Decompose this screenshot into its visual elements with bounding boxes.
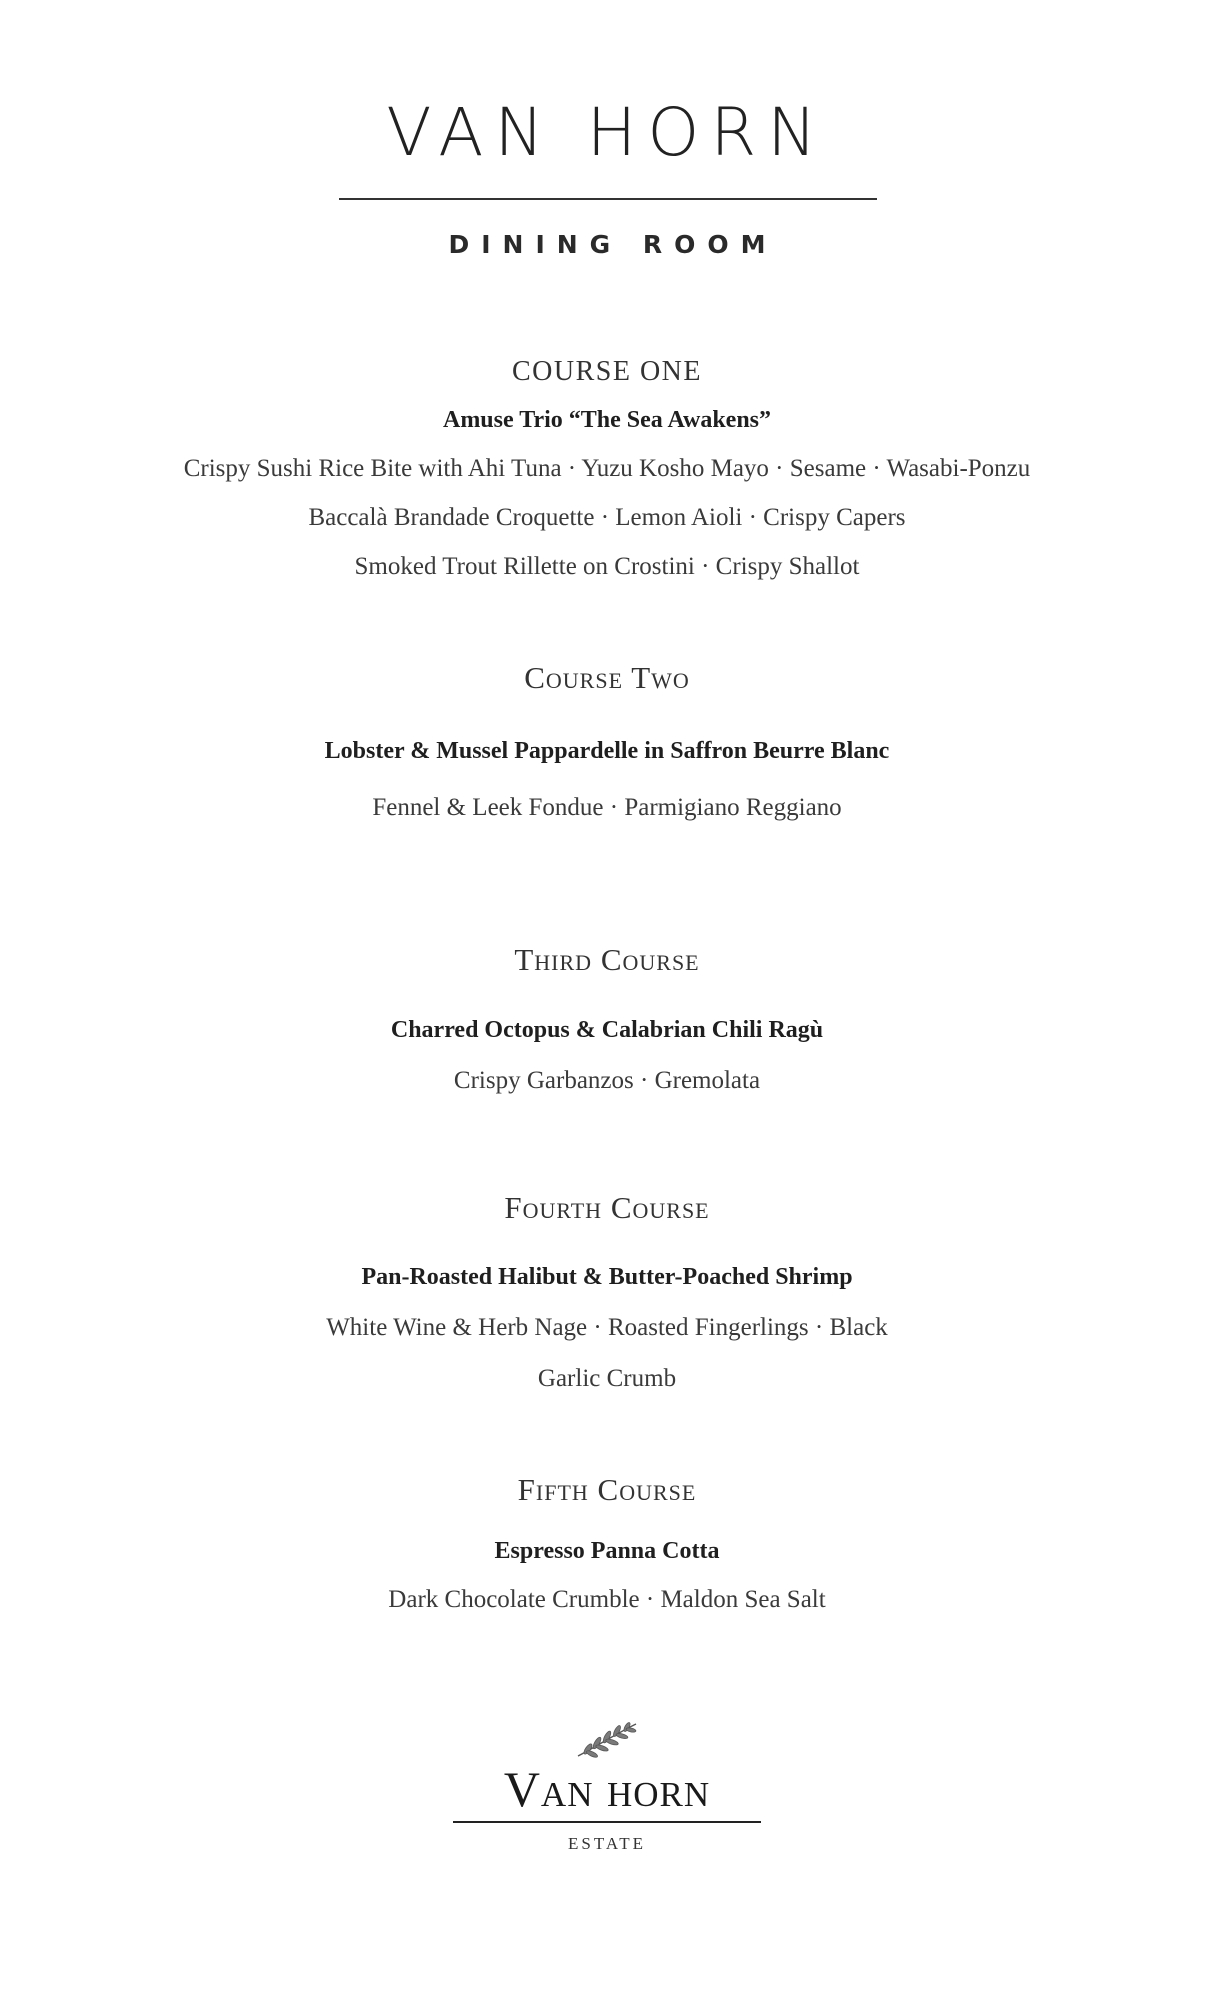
dish-description: White Wine & Herb Nage · Roasted Fingerlings · Black <box>326 1314 888 1341</box>
course-title: Third Course <box>514 942 700 977</box>
course-three <box>0 944 1214 1093</box>
dish-description: Garlic Crumb <box>537 1365 677 1392</box>
dish-name: Pan-Roasted Halibut & Butter-Poached Shrimp <box>361 1264 853 1290</box>
dish-name: Espresso Panna Cotta <box>494 1538 720 1564</box>
dish-description: Crispy Garbanzos · Gremolata <box>453 1067 761 1094</box>
herb-sprig-icon <box>572 1718 642 1764</box>
dish-name: Charred Octopus & Calabrian Chili Ragù <box>390 1017 824 1043</box>
course-four <box>0 1192 1214 1391</box>
restaurant-title: VAN HORN <box>386 94 828 171</box>
footer-divider <box>453 1821 761 1823</box>
dish-name: Amuse Trio “The Sea Awakens” <box>442 407 772 433</box>
course-title: Fifth Course <box>517 1472 697 1507</box>
dish-description: Fennel & Leek Fondue · Parmigiano Reggiano <box>372 794 842 821</box>
estate-logo-subtitle: ESTATE <box>567 1834 647 1853</box>
restaurant-subtitle: DINING ROOM <box>448 230 778 259</box>
header-divider <box>339 198 877 200</box>
estate-logo-name: Van horn <box>503 1761 711 1817</box>
course-five <box>0 1474 1214 1612</box>
course-title: Course Two <box>524 660 690 695</box>
course-title: Fourth Course <box>504 1190 710 1225</box>
course-one <box>0 358 1214 579</box>
dish-description: Smoked Trout Rillette on Crostini · Crispy Shallot <box>354 553 860 580</box>
dish-description: Baccalà Brandade Croquette · Lemon Aioli · Crispy Capers <box>308 504 906 531</box>
course-title: COURSE ONE <box>511 356 702 387</box>
dish-description: Crispy Sushi Rice Bite with Ahi Tuna · Yuzu Kosho Mayo · Sesame · Wasabi-Ponzu <box>183 455 1031 482</box>
course-two <box>0 662 1214 820</box>
dish-description: Dark Chocolate Crumble · Maldon Sea Salt <box>388 1586 826 1613</box>
dish-name: Lobster & Mussel Pappardelle in Saffron Beurre Blanc <box>324 738 890 764</box>
